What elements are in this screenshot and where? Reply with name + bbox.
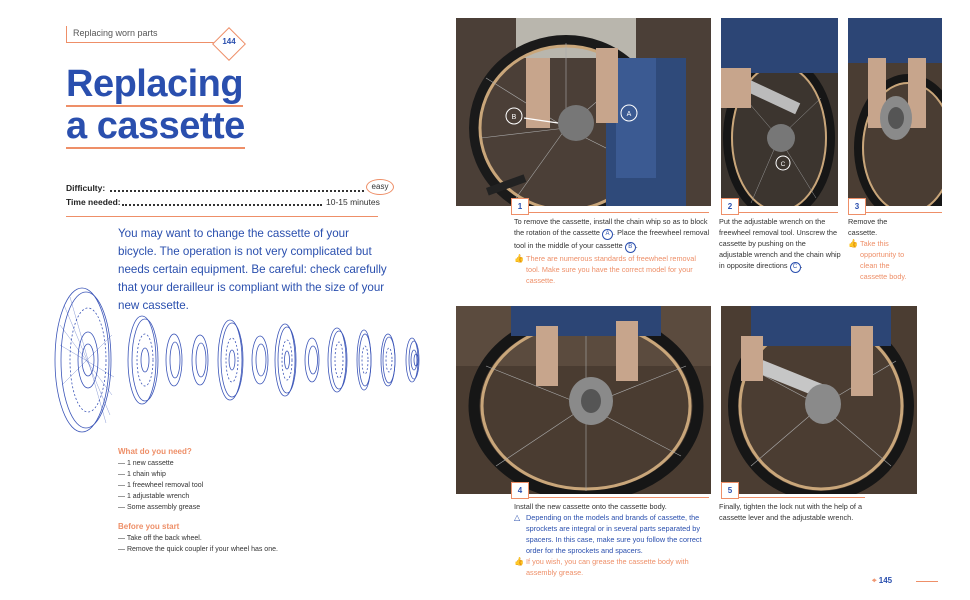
needs-list — [118, 458, 203, 513]
page-number-left: 144 — [222, 37, 236, 46]
marker-a: A — [602, 229, 613, 240]
step-3-tip: 👍 Take this opportunity to clean the cassette body. — [848, 239, 907, 281]
step-1-text: To remove the cassette, install the chain whip so as to block the rotation of the cassette A . Place the freewheel removal tool in the middle of your cassette B . 👍 There are numerous standards of freewheel removal tool. Make sure you have the correct model for your cassette. — [514, 217, 710, 285]
list-item: — Take off the back wheel. — [118, 533, 278, 544]
thumbs-up-icon: 👍 — [514, 254, 524, 263]
step-rule — [739, 497, 865, 498]
before-list — [118, 533, 278, 555]
difficulty-row — [66, 182, 389, 195]
step-number: 1 — [511, 198, 529, 215]
dot-leader — [122, 204, 322, 206]
step-rule — [739, 212, 838, 213]
before-heading: Before you start — [118, 522, 180, 531]
intro-paragraph: You may want to change the cassette of your bicycle. The operation is not very complicated but needs certain equipment. Be careful: check carefully that your derailleur is compliant with the size of your new cassette. — [118, 227, 387, 312]
step-4-warning: △ Depending on the models and brands of cassette, the sprockets are integral or in several parts separated by spacers. In this case, make sure you follow the correct order for the sprockets and spacers. — [514, 513, 702, 555]
dot-leader — [110, 190, 364, 192]
step-2-text: Put the adjustable wrench on the freewheel removal tool. Unscrew the cassette by pushing on the adjustable wrench and the chain whip in opposite directions C . — [719, 216, 841, 273]
step-5-text: Finally, tighten the lock nut with the help of a cassette lever and the adjustable wrench. — [719, 502, 863, 522]
step-1-tip: 👍 There are numerous standards of freewheel removal tool. Make sure you have the correct model for your cassette. — [514, 254, 696, 285]
photo-marker-c: C — [780, 161, 786, 168]
step-5-photo — [721, 306, 917, 494]
marker-b: B — [625, 242, 636, 253]
thumbs-up-icon: 👍 — [848, 239, 858, 248]
difficulty-label: Difficulty: — [66, 183, 106, 193]
step-number: 4 — [511, 482, 529, 499]
step-2-photo — [721, 18, 838, 206]
marker-c: C — [790, 262, 801, 273]
exploded-cassette-illustration — [50, 285, 430, 440]
folio-rule — [916, 581, 938, 582]
page-title-line2: a cassette — [66, 105, 245, 147]
photo-marker-a: A — [626, 111, 632, 118]
list-item: — 1 freewheel removal tool — [118, 480, 203, 491]
divider — [66, 216, 378, 217]
step-4-tip: 👍 If you wish, you can grease the cassette body with assembly grease. — [514, 557, 689, 577]
step-4-text: Install the new cassette onto the cassette body. △ Depending on the models and brands of cassette, the sprockets are integral or in several parts separated by spacers. In this case, make sure you follow the correct order for the sprockets and spacers. 👍 If you wish, you can grease the cassette body with assembly grease. — [514, 501, 710, 578]
chapter-label: Replacing worn parts — [66, 26, 216, 43]
page-title-line1: Replacing — [66, 63, 244, 105]
step-3-photo — [848, 18, 942, 206]
warning-icon: △ — [514, 513, 521, 522]
step-1-photo — [456, 18, 711, 206]
step-3-text: Remove the cassette. 👍 Take this opportunity to clean the cassette body. — [848, 216, 918, 282]
list-item: — Remove the quick coupler if your wheel has one. — [118, 544, 278, 555]
step-rule — [529, 497, 709, 498]
step-4-photo — [456, 306, 711, 494]
thumbs-up-icon: 👍 — [514, 557, 524, 566]
time-label: Time needed: — [66, 197, 121, 207]
step-number: 3 — [848, 198, 866, 215]
list-item: — Some assembly grease — [118, 502, 203, 513]
list-item: — 1 chain whip — [118, 469, 203, 480]
list-item: — 1 adjustable wrench — [118, 491, 203, 502]
time-row — [66, 196, 386, 209]
step-number: 2 — [721, 198, 739, 215]
crosshair-icon: ⌖ — [872, 576, 877, 585]
photo-marker-b: B — [511, 114, 517, 121]
step-rule — [866, 212, 942, 213]
time-value: 10-15 minutes — [326, 197, 380, 207]
list-item: — 1 new cassette — [118, 458, 203, 469]
needs-heading: What do you need? — [118, 447, 192, 456]
step-number: 5 — [721, 482, 739, 499]
step-rule — [529, 212, 709, 213]
page-number-right: ⌖ 145 — [872, 576, 942, 586]
difficulty-value: easy — [366, 179, 394, 195]
